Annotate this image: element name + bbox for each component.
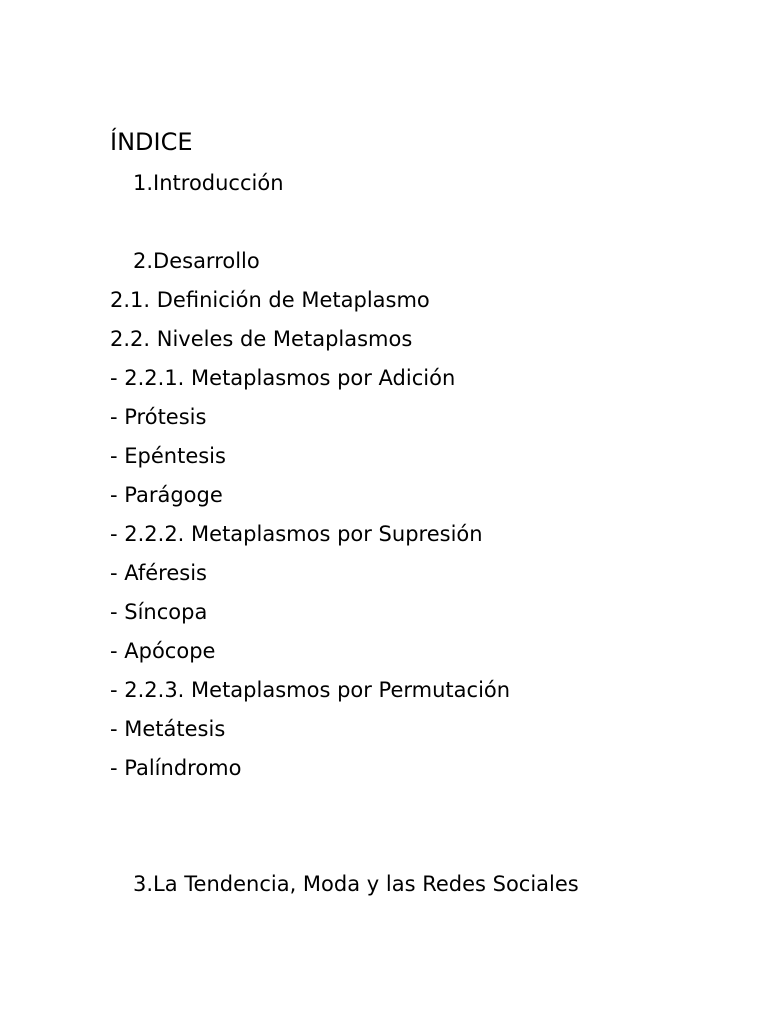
toc-entry-apocope: - Apócope [110, 639, 216, 663]
toc-entry-sincopa: - Síncopa [110, 600, 208, 624]
toc-entry-definicion: 2.1. Definición de Metaplasmo [110, 288, 430, 312]
toc-entry-palindromo: - Palíndromo [110, 756, 242, 780]
toc-entry-tendencia: 3.La Tendencia, Moda y las Redes Sociales [133, 872, 579, 896]
toc-entry-paragoge: - Parágoge [110, 483, 223, 507]
toc-entry-metatesis: - Metátesis [110, 717, 226, 741]
toc-entry-introduccion: 1.Introducción [133, 171, 284, 195]
toc-entry-supresion: - 2.2.2. Metaplasmos por Supresión [110, 522, 483, 546]
toc-entry-epentesis: - Epéntesis [110, 444, 226, 468]
toc-entry-niveles: 2.2. Niveles de Metaplasmos [110, 327, 413, 351]
index-title: ÍNDICE [110, 128, 193, 156]
toc-entry-permutacion: - 2.2.3. Metaplasmos por Permutación [110, 678, 511, 702]
toc-entry-aferesis: - Aféresis [110, 561, 207, 585]
toc-entry-adicion: - 2.2.1. Metaplasmos por Adición [110, 366, 456, 390]
toc-entry-protesis: - Prótesis [110, 405, 207, 429]
toc-entry-desarrollo: 2.Desarrollo [133, 249, 260, 273]
